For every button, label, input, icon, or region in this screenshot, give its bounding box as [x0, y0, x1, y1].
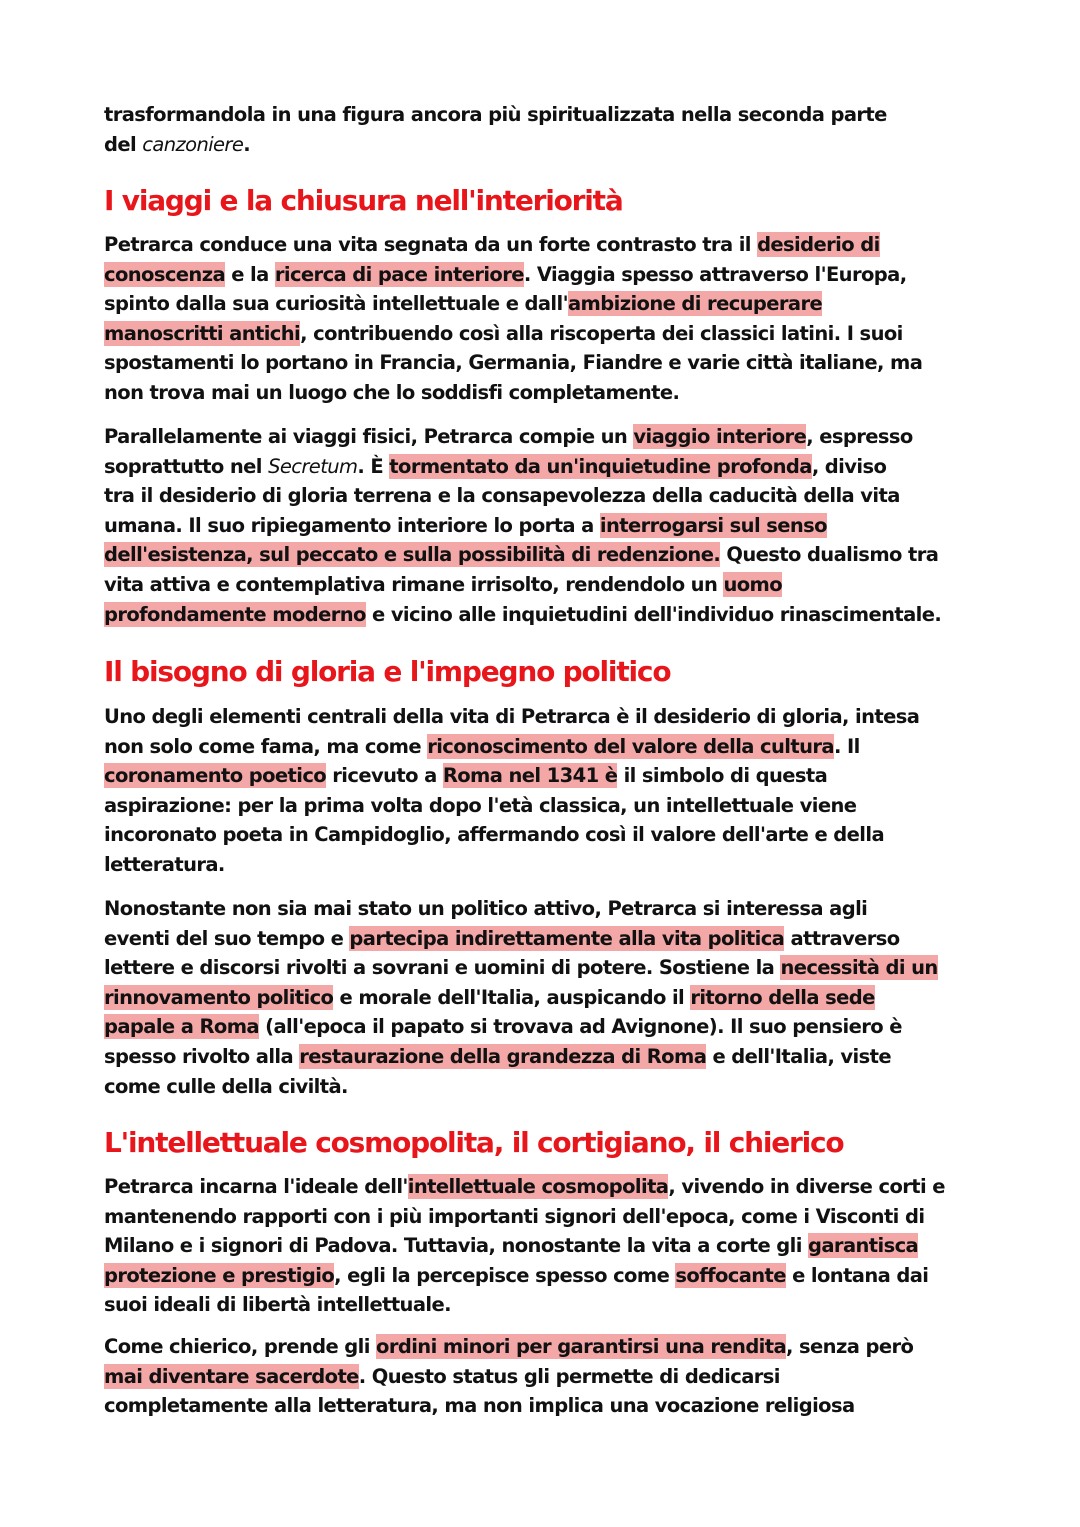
paragraph-cosmopolitan-1: [104, 1172, 945, 1320]
text-line: [104, 894, 938, 924]
text-line: [104, 1042, 938, 1072]
text-segment: , senza però: [786, 1335, 914, 1358]
highlighted-text: conoscenza: [104, 262, 226, 286]
text-segment: lettere e discorsi rivolti a sovrani e uomini di potere. Sostiene la: [104, 956, 781, 980]
italic-title: Secretum: [268, 454, 358, 478]
text-line: [104, 983, 938, 1013]
text-segment: Parallelamente ai viaggi fisici, Petrarca compie un: [104, 425, 634, 448]
text-line: [104, 702, 919, 732]
highlighted-text: profondamente moderno: [104, 602, 366, 626]
text-segment: e lontana dai: [785, 1263, 929, 1287]
text-segment: Come chierico, prende gli: [104, 1335, 377, 1358]
highlighted-text: garantisca: [808, 1234, 919, 1258]
text-segment: come culle della civiltà.: [104, 1074, 348, 1098]
text-line: [104, 732, 919, 762]
highlighted-text: dell'esistenza, sul peccato e sulla possibilità di redenzione.: [104, 543, 721, 567]
highlighted-text: desiderio di: [757, 233, 880, 256]
text-line: [104, 319, 922, 349]
paragraph-cosmopolitan-2: [104, 1332, 913, 1421]
text-line: [104, 452, 941, 482]
text-segment: completamente alla letteratura, ma non implica una vocazione religiosa: [104, 1394, 855, 1418]
highlighted-text: manoscritti antichi: [104, 321, 301, 345]
text-segment: trasformandola in una figura ancora più spiritualizzata nella seconda parte: [104, 103, 887, 126]
text-segment: , diviso: [811, 454, 887, 478]
text-segment: spinto dalla sua curiosità intellettuale e dall': [104, 292, 568, 316]
text-segment: .: [243, 132, 251, 156]
text-segment: incoronato poeta in Campidoglio, affermando così il valore dell'arte e della: [104, 823, 884, 847]
text-segment: Petrarca conduce una vita segnata da un forte contrasto tra il: [104, 233, 758, 256]
highlighted-text: restaurazione della grandezza di Roma: [299, 1044, 707, 1068]
text-line: [104, 1362, 913, 1392]
text-segment: non solo come fama, ma come: [104, 734, 428, 758]
intro-paragraph: [104, 100, 887, 159]
text-line: [104, 1202, 945, 1232]
text-line: [104, 289, 922, 319]
text-line: [104, 1332, 913, 1362]
highlighted-text: Roma nel 1341 è: [442, 764, 618, 788]
text-segment: eventi del suo tempo e: [104, 926, 350, 950]
text-segment: vita attiva e contemplativa rimane irrisolto, rendendolo un: [104, 572, 724, 596]
text-line: [104, 600, 941, 630]
text-segment: , contribuendo così alla riscoperta dei classici latini. I suoi: [300, 321, 903, 345]
text-line: [104, 260, 922, 290]
text-line: [104, 230, 922, 260]
paragraph-travels-2: [104, 422, 941, 629]
highlighted-text: ordini minori per garantirsi una rendita: [376, 1335, 787, 1358]
text-segment: tra il desiderio di gloria terrena e la consapevolezza della caducità della vita: [104, 484, 900, 508]
text-segment: Petrarca incarna l'ideale dell': [104, 1175, 408, 1198]
text-line: [104, 540, 941, 570]
highlighted-text: soffocante: [675, 1263, 786, 1287]
text-segment: Nonostante non sia mai stato un politico attivo, Petrarca si interessa agli: [104, 897, 868, 920]
highlighted-text: protezione e prestigio: [104, 1263, 335, 1287]
text-segment: e morale dell'Italia, auspicando il: [333, 985, 691, 1009]
highlighted-text: mai diventare sacerdote: [104, 1364, 359, 1388]
text-line: [104, 761, 919, 791]
highlighted-text: necessità di un: [780, 956, 938, 980]
text-segment: attraverso: [784, 926, 900, 950]
text-segment: il simbolo di questa: [617, 764, 828, 788]
text-segment: letteratura.: [104, 852, 225, 876]
highlighted-text: ritorno della sede: [690, 985, 875, 1009]
text-segment: aspirazione: per la prima volta dopo l'età classica, un intellettuale viene: [104, 793, 857, 817]
text-segment: umana. Il suo ripiegamento interiore lo porta a: [104, 513, 600, 537]
highlighted-text: papale a Roma: [104, 1015, 259, 1039]
text-line: [104, 130, 887, 160]
text-line: [104, 820, 919, 850]
text-line: [104, 1072, 938, 1102]
text-line: [104, 850, 919, 880]
highlighted-text: ricerca di pace interiore: [274, 262, 524, 286]
text-line: [104, 953, 938, 983]
text-line: [104, 570, 941, 600]
text-line: [104, 422, 941, 452]
text-segment: spostamenti lo portano in Francia, Germania, Fiandre e varie città italiane, ma: [104, 351, 923, 375]
highlighted-text: tormentato da un'inquietudine profonda: [389, 454, 812, 478]
text-line: [104, 348, 922, 378]
text-segment: del: [104, 132, 143, 156]
text-line: [104, 1231, 945, 1261]
text-segment: e dell'Italia, viste: [706, 1044, 891, 1068]
text-line: [104, 1391, 913, 1421]
text-segment: , vivendo in diverse corti e: [668, 1175, 945, 1198]
paragraph-travels-1: [104, 230, 922, 408]
text-segment: (all'epoca il papato si trovava ad Avignone). Il suo pensiero è: [258, 1015, 902, 1039]
text-line: [104, 924, 938, 954]
text-line: [104, 378, 922, 408]
highlighted-text: riconoscimento del valore della cultura: [427, 734, 834, 758]
text-line: [104, 1290, 945, 1320]
text-line: [104, 481, 941, 511]
text-segment: e la: [225, 262, 275, 286]
section-heading-glory: Il bisogno di gloria e l'impegno politico: [104, 655, 671, 688]
text-segment: soprattutto nel: [104, 454, 269, 478]
highlighted-text: partecipa indirettamente alla vita politica: [349, 926, 785, 950]
highlighted-text: viaggio interiore: [633, 425, 807, 448]
text-segment: spesso rivolto alla: [104, 1044, 300, 1068]
text-segment: ricevuto a: [326, 764, 443, 788]
text-line: [104, 1012, 938, 1042]
section-heading-travels: I viaggi e la chiusura nell'interiorità: [104, 184, 623, 217]
section-heading-cosmopolitan: L'intellettuale cosmopolita, il cortigiano, il chierico: [104, 1126, 844, 1159]
text-line: [104, 1172, 945, 1202]
text-line: [104, 791, 919, 821]
highlighted-text: intellettuale cosmopolita: [407, 1175, 669, 1198]
paragraph-glory-1: [104, 702, 919, 880]
text-segment: Questo dualismo tra: [720, 543, 939, 567]
text-segment: . È: [357, 454, 390, 478]
text-segment: Uno degli elementi centrali della vita di Petrarca è il desiderio di gloria, intesa: [104, 705, 920, 728]
highlighted-text: coronamento poetico: [104, 764, 327, 788]
italic-title: canzoniere: [142, 132, 244, 156]
text-segment: . Il: [833, 734, 860, 758]
text-line: [104, 511, 941, 541]
highlighted-text: interrogarsi sul senso: [599, 513, 827, 537]
highlighted-text: uomo: [723, 572, 783, 596]
highlighted-text: ambizione di recuperare: [567, 292, 823, 316]
text-line: [104, 100, 887, 130]
text-segment: e vicino alle inquietudini dell'individuo rinascimentale.: [365, 602, 942, 626]
text-segment: . Questo status gli permette di dedicarsi: [358, 1364, 780, 1388]
text-segment: non trova mai un luogo che lo soddisfi completamente.: [104, 380, 680, 404]
text-line: [104, 1261, 945, 1291]
highlighted-text: rinnovamento politico: [104, 985, 334, 1009]
text-segment: mantenendo rapporti con i più importanti signori dell'epoca, come i Visconti di: [104, 1204, 925, 1228]
text-segment: . Viaggia spesso attraverso l'Europa,: [523, 262, 907, 286]
text-segment: Milano e i signori di Padova. Tuttavia, nonostante la vita a corte gli: [104, 1234, 809, 1258]
text-segment: , egli la percepisce spesso come: [334, 1263, 676, 1287]
text-segment: , espresso: [806, 425, 913, 448]
paragraph-glory-2: [104, 894, 938, 1101]
text-segment: suoi ideali di libertà intellettuale.: [104, 1293, 451, 1317]
